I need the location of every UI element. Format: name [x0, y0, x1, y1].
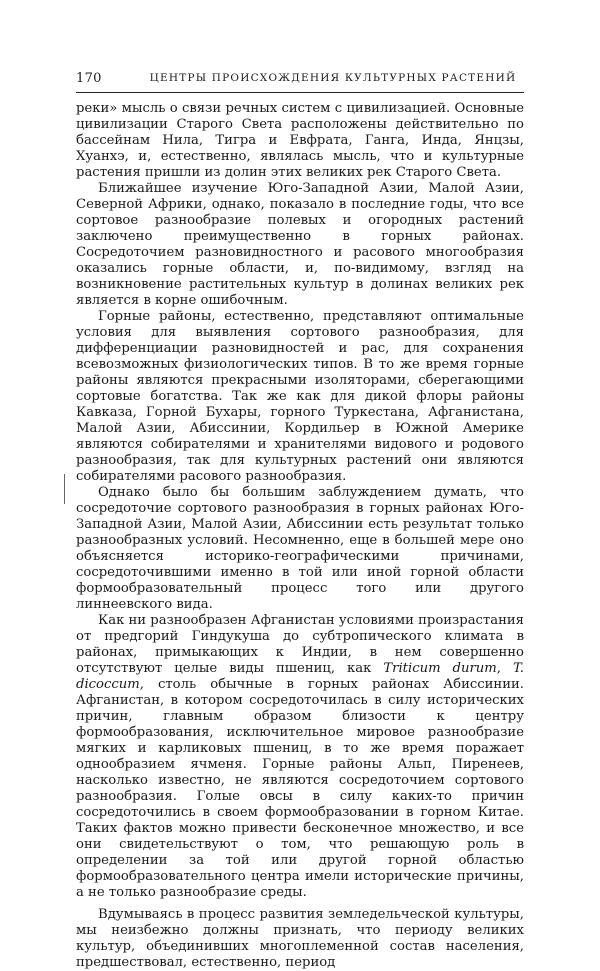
paragraph-3: Горные районы, естественно, представляют оптимальные условия для выявления сортового разнообразия, для дифференциации разновидностей и рас, для сохранения всевозможных физиологических типов. В то же время горные районы являются прекрасными изоляторами, сберегающими сортовые богатства. Так же как для дикой флоры районы Кавказа, Горной Бухары, горного Туркестана, Афганистана, Малой Азии, Абиссинии, Кордильер в Южной Америке являются собирателями и хранителями видового и родового разнообразия, так для культурных растений они являются собирателями расового разнообразия.: [76, 309, 524, 484]
paragraph-2: Ближайшее изучение Юго-Западной Азии, Малой Азии, Северной Африки, однако, показало в последние годы, что все сортовое разнообразие полевых и огородных растений заключено преимущественно в горных районах. Сосредоточием разновидностного и расового многообразия оказались горные области, и, по-видимому, взгляд на возникновение растительных культур в долинах великих рек является в корне ошибочным.: [76, 181, 524, 308]
paragraph-4: Однако было бы большим заблуждением думать, что сосредоточие сортового разнообразия в горных районах Юго-Западной Азии, Малой Азии, Абиссинии есть результат только разнообразных условий. Несомненно, еще в большей мере оно объясняется историко-географическими причинами, сосредоточившими именно в той или иной горной области формообразовательный процесс того или другого линнеевского вида.: [76, 485, 524, 612]
paragraph-5: Как ни разнообразен Афганистан условиями произрастания от предгорий Гиндукуша до субтропического климата в районах, примыкающих к Индии, в нем совершенно отсутствуют целые виды пшениц, как Triticum durum, T. dicoccum, столь обычные в горных районах Абиссинии. Афганистан, в котором сосредоточилась в силу исторических причин, главным образом близости к центру формообразования, исключительное мировое разнообразие мягких и карликовых пшениц, в то же время поражает однообразием ячменя. Горные районы Альп, Пиренеев, насколько известно, не являются сосредоточием сортового разнообразия. Голые овсы в силу каких-то причин сосредоточились в своем формообразовании в горном Китае. Таких фактов можно привести бесконечное множество, и все они свидетельствуют о том, что решающую роль в определении за той или другой горной областью формообразовательного центра имели исторические причины, а не только разнообразие среды.: [76, 613, 524, 900]
paragraph-6: Вдумываясь в процесс развития земледельческой культуры, мы неизбежно должны признать, что периоду великих культур, объединивших многоплеменной состав населения, предшествовал, естественно, период: [76, 907, 524, 970]
paragraph-1: реки» мысль о связи речных систем с цивилизацией. Основные цивилизации Старого Света расположены действительно по бассейнам Нила, Тигра и Евфрата, Ганга, Инда, Янцзы, Хуанхэ, и, естественно, являлась мысль, что и культурные растения пришли из долин этих великих рек Старого Света.: [76, 101, 524, 180]
margin-mark: [64, 474, 71, 504]
header-rule: [76, 92, 524, 93]
page-number: 170: [76, 71, 102, 86]
species-name: Triticum durum: [383, 661, 497, 676]
species-name: T. dicoccum: [76, 661, 524, 692]
body-text: [76, 101, 524, 971]
running-head: ЦЕНТРЫ ПРОИСХОЖДЕНИЯ КУЛЬТУРНЫХ РАСТЕНИЙ: [149, 72, 517, 84]
page-header: [76, 71, 524, 91]
